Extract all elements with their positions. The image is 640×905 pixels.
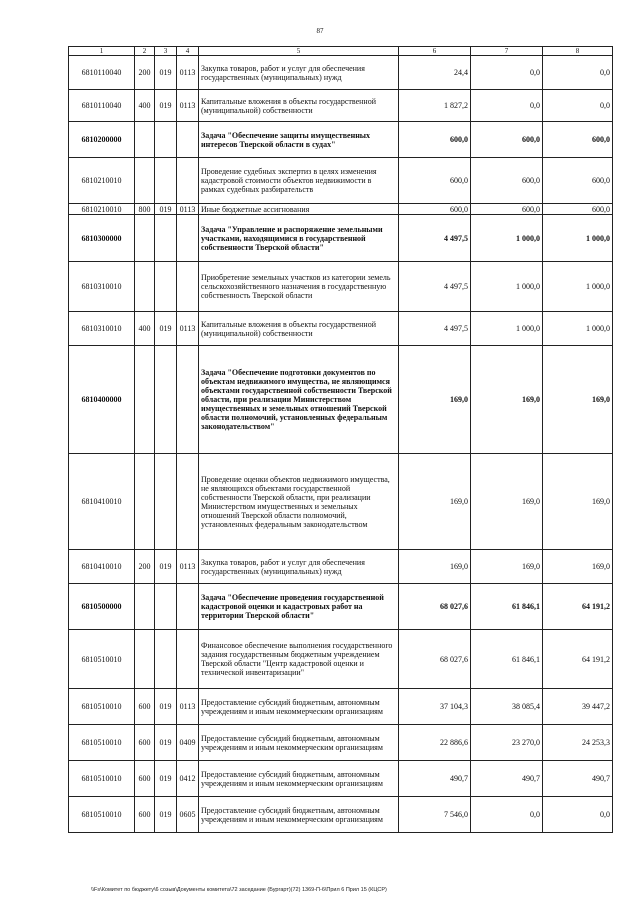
- column-header: 8: [543, 47, 613, 56]
- column-header: 7: [471, 47, 543, 56]
- row-expense-type-cell: 400: [135, 90, 155, 122]
- row-code-cell: 6810300000: [69, 215, 135, 262]
- column-header: 1: [69, 47, 135, 56]
- row-amount-1-cell: 22 886,6: [399, 725, 471, 761]
- row-expense-type-cell: [135, 215, 155, 262]
- table-row: [69, 630, 613, 689]
- row-name-cell: Капитальные вложения в объекты государственной (муниципальной) собственности: [199, 90, 399, 122]
- row-amount-2-cell: 0,0: [471, 56, 543, 90]
- row-admin-code-cell: 019: [155, 689, 177, 725]
- row-section-cell: [177, 346, 199, 454]
- row-admin-code-cell: [155, 215, 177, 262]
- row-amount-1-cell: 4 497,5: [399, 262, 471, 312]
- row-amount-3-cell: 0,0: [543, 56, 613, 90]
- table-row: [69, 215, 613, 262]
- row-amount-3-cell: 169,0: [543, 550, 613, 584]
- table-row: [69, 454, 613, 550]
- row-code-cell: 6810400000: [69, 346, 135, 454]
- row-section-cell: 0605: [177, 797, 199, 833]
- row-amount-3-cell: 169,0: [543, 454, 613, 550]
- row-amount-3-cell: 600,0: [543, 204, 613, 215]
- row-section-cell: 0113: [177, 550, 199, 584]
- table-row: [69, 312, 613, 346]
- row-expense-type-cell: [135, 158, 155, 204]
- table-row: [69, 725, 613, 761]
- column-header: 4: [177, 47, 199, 56]
- row-amount-3-cell: 64 191,2: [543, 630, 613, 689]
- row-expense-type-cell: 600: [135, 797, 155, 833]
- file-path-footer: \\Fs\Комитет по бюджету\6 созыв\Документы комитета\72 заседание (Бургарт)(72) 1369-П-6\Прил 6 Прил 15 (КЦСР): [91, 887, 387, 893]
- row-amount-1-cell: 37 104,3: [399, 689, 471, 725]
- row-name-cell: Проведение судебных экспертиз в целях изменения кадастровой стоимости объектов недвижимости в рамках судебных разбирательств: [199, 158, 399, 204]
- row-admin-code-cell: 019: [155, 761, 177, 797]
- row-admin-code-cell: 019: [155, 312, 177, 346]
- row-expense-type-cell: 600: [135, 725, 155, 761]
- table-row: [69, 204, 613, 215]
- row-amount-2-cell: 169,0: [471, 454, 543, 550]
- row-code-cell: 6810310010: [69, 262, 135, 312]
- row-amount-1-cell: 169,0: [399, 346, 471, 454]
- row-code-cell: 6810210010: [69, 204, 135, 215]
- row-amount-1-cell: 1 827,2: [399, 90, 471, 122]
- row-amount-3-cell: 600,0: [543, 122, 613, 158]
- row-name-cell: Задача "Обеспечение проведения государственной кадастровой оценки и кадастровых работ на территории Тверской области": [199, 584, 399, 630]
- page-number: 87: [316, 27, 324, 35]
- row-section-cell: 0412: [177, 761, 199, 797]
- row-expense-type-cell: 200: [135, 550, 155, 584]
- row-amount-3-cell: 64 191,2: [543, 584, 613, 630]
- row-name-cell: Задача "Обеспечение подготовки документов по объектам недвижимого имущества, не являющимся объектами государственной собственности Тверской области, при реализации Министерством имущественных и земельных отношений Тверской области полномочий, установленных федеральным законодательством": [199, 346, 399, 454]
- row-name-cell: Капитальные вложения в объекты государственной (муниципальной) собственности: [199, 312, 399, 346]
- row-amount-3-cell: 490,7: [543, 761, 613, 797]
- row-admin-code-cell: [155, 584, 177, 630]
- row-amount-3-cell: 1 000,0: [543, 312, 613, 346]
- row-section-cell: 0409: [177, 725, 199, 761]
- row-code-cell: 6810510010: [69, 689, 135, 725]
- row-amount-2-cell: 0,0: [471, 90, 543, 122]
- row-code-cell: 6810500000: [69, 584, 135, 630]
- column-header: 6: [399, 47, 471, 56]
- row-expense-type-cell: [135, 122, 155, 158]
- table-row: [69, 90, 613, 122]
- row-admin-code-cell: [155, 346, 177, 454]
- row-amount-2-cell: 600,0: [471, 122, 543, 158]
- table-row: [69, 797, 613, 833]
- row-amount-2-cell: 1 000,0: [471, 215, 543, 262]
- row-amount-2-cell: 38 085,4: [471, 689, 543, 725]
- row-expense-type-cell: [135, 346, 155, 454]
- table-row: [69, 584, 613, 630]
- row-section-cell: [177, 584, 199, 630]
- row-name-cell: Предоставление субсидий бюджетным, автономным учреждениям и иным некоммерческим организациям: [199, 761, 399, 797]
- row-admin-code-cell: [155, 262, 177, 312]
- row-amount-3-cell: 169,0: [543, 346, 613, 454]
- row-amount-2-cell: 0,0: [471, 797, 543, 833]
- row-code-cell: 6810200000: [69, 122, 135, 158]
- row-amount-2-cell: 1 000,0: [471, 262, 543, 312]
- row-expense-type-cell: 200: [135, 56, 155, 90]
- row-amount-1-cell: 4 497,5: [399, 312, 471, 346]
- row-expense-type-cell: 600: [135, 761, 155, 797]
- row-expense-type-cell: [135, 584, 155, 630]
- table-body: [69, 47, 613, 833]
- row-admin-code-cell: [155, 158, 177, 204]
- row-code-cell: 6810210010: [69, 158, 135, 204]
- row-amount-2-cell: 490,7: [471, 761, 543, 797]
- row-section-cell: [177, 630, 199, 689]
- column-header: 2: [135, 47, 155, 56]
- table-row: [69, 158, 613, 204]
- row-amount-2-cell: 169,0: [471, 550, 543, 584]
- row-amount-2-cell: 600,0: [471, 158, 543, 204]
- row-name-cell: Предоставление субсидий бюджетным, автономным учреждениям и иным некоммерческим организациям: [199, 689, 399, 725]
- row-section-cell: 0113: [177, 689, 199, 725]
- row-expense-type-cell: 800: [135, 204, 155, 215]
- row-code-cell: 6810410010: [69, 550, 135, 584]
- table-row: [69, 262, 613, 312]
- table-header-row: [69, 47, 613, 56]
- row-code-cell: 6810110040: [69, 56, 135, 90]
- row-amount-1-cell: 600,0: [399, 204, 471, 215]
- row-amount-3-cell: 600,0: [543, 158, 613, 204]
- row-admin-code-cell: 019: [155, 56, 177, 90]
- row-admin-code-cell: 019: [155, 797, 177, 833]
- row-admin-code-cell: [155, 630, 177, 689]
- row-code-cell: 6810510010: [69, 797, 135, 833]
- row-section-cell: [177, 158, 199, 204]
- row-amount-2-cell: 61 846,1: [471, 584, 543, 630]
- row-amount-2-cell: 600,0: [471, 204, 543, 215]
- row-amount-2-cell: 1 000,0: [471, 312, 543, 346]
- row-admin-code-cell: [155, 122, 177, 158]
- row-section-cell: [177, 262, 199, 312]
- row-section-cell: 0113: [177, 90, 199, 122]
- row-amount-1-cell: 68 027,6: [399, 584, 471, 630]
- table-row: [69, 550, 613, 584]
- row-amount-2-cell: 169,0: [471, 346, 543, 454]
- row-admin-code-cell: 019: [155, 204, 177, 215]
- row-code-cell: 6810410010: [69, 454, 135, 550]
- column-header: 3: [155, 47, 177, 56]
- row-amount-3-cell: 1 000,0: [543, 262, 613, 312]
- row-name-cell: Проведение оценки объектов недвижимого имущества, не являющихся объектами государственной собственности Тверской области, при реализации Министерством имущественных и земельных отношений Тверской области полномочий, установленных федеральным законодательством: [199, 454, 399, 550]
- row-section-cell: 0113: [177, 204, 199, 215]
- budget-table: [68, 46, 613, 833]
- row-code-cell: 6810510010: [69, 725, 135, 761]
- row-name-cell: Иные бюджетные ассигнования: [199, 204, 399, 215]
- row-name-cell: Финансовое обеспечение выполнения государственного задания государственным бюджетным учреждением Тверской области "Центр кадастровой оценки и технической инвентаризации": [199, 630, 399, 689]
- row-section-cell: [177, 122, 199, 158]
- table-row: [69, 346, 613, 454]
- row-section-cell: [177, 215, 199, 262]
- row-amount-3-cell: 24 253,3: [543, 725, 613, 761]
- row-expense-type-cell: [135, 630, 155, 689]
- row-section-cell: 0113: [177, 312, 199, 346]
- row-amount-1-cell: 600,0: [399, 158, 471, 204]
- row-expense-type-cell: 600: [135, 689, 155, 725]
- table-row: [69, 122, 613, 158]
- row-name-cell: Задача "Обеспечение защиты имущественных интересов Тверской области в судах": [199, 122, 399, 158]
- column-header: 5: [199, 47, 399, 56]
- row-code-cell: 6810310010: [69, 312, 135, 346]
- row-section-cell: [177, 454, 199, 550]
- row-admin-code-cell: 019: [155, 550, 177, 584]
- row-amount-1-cell: 169,0: [399, 454, 471, 550]
- row-amount-2-cell: 23 270,0: [471, 725, 543, 761]
- row-amount-1-cell: 68 027,6: [399, 630, 471, 689]
- row-amount-2-cell: 61 846,1: [471, 630, 543, 689]
- row-amount-1-cell: 169,0: [399, 550, 471, 584]
- row-code-cell: 6810110040: [69, 90, 135, 122]
- row-name-cell: Закупка товаров, работ и услуг для обеспечения государственных (муниципальных) нужд: [199, 550, 399, 584]
- row-expense-type-cell: 400: [135, 312, 155, 346]
- row-name-cell: Предоставление субсидий бюджетным, автономным учреждениям и иным некоммерческим организациям: [199, 725, 399, 761]
- row-code-cell: 6810510010: [69, 630, 135, 689]
- row-admin-code-cell: [155, 454, 177, 550]
- table-row: [69, 689, 613, 725]
- table-row: [69, 761, 613, 797]
- table-row: [69, 56, 613, 90]
- row-amount-3-cell: 39 447,2: [543, 689, 613, 725]
- row-name-cell: Задача "Управление и распоряжение земельными участками, находящимися в государственной собственности Тверской области": [199, 215, 399, 262]
- row-section-cell: 0113: [177, 56, 199, 90]
- row-expense-type-cell: [135, 262, 155, 312]
- row-expense-type-cell: [135, 454, 155, 550]
- row-amount-3-cell: 1 000,0: [543, 215, 613, 262]
- row-name-cell: Закупка товаров, работ и услуг для обеспечения государственных (муниципальных) нужд: [199, 56, 399, 90]
- row-admin-code-cell: 019: [155, 90, 177, 122]
- row-admin-code-cell: 019: [155, 725, 177, 761]
- row-amount-3-cell: 0,0: [543, 797, 613, 833]
- row-amount-1-cell: 4 497,5: [399, 215, 471, 262]
- row-amount-1-cell: 490,7: [399, 761, 471, 797]
- row-amount-1-cell: 600,0: [399, 122, 471, 158]
- row-amount-1-cell: 24,4: [399, 56, 471, 90]
- row-code-cell: 6810510010: [69, 761, 135, 797]
- row-name-cell: Приобретение земельных участков из категории земель сельскохозяйственного назначения в государственную собственность Тверской области: [199, 262, 399, 312]
- row-amount-1-cell: 7 546,0: [399, 797, 471, 833]
- row-amount-3-cell: 0,0: [543, 90, 613, 122]
- row-name-cell: Предоставление субсидий бюджетным, автономным учреждениям и иным некоммерческим организациям: [199, 797, 399, 833]
